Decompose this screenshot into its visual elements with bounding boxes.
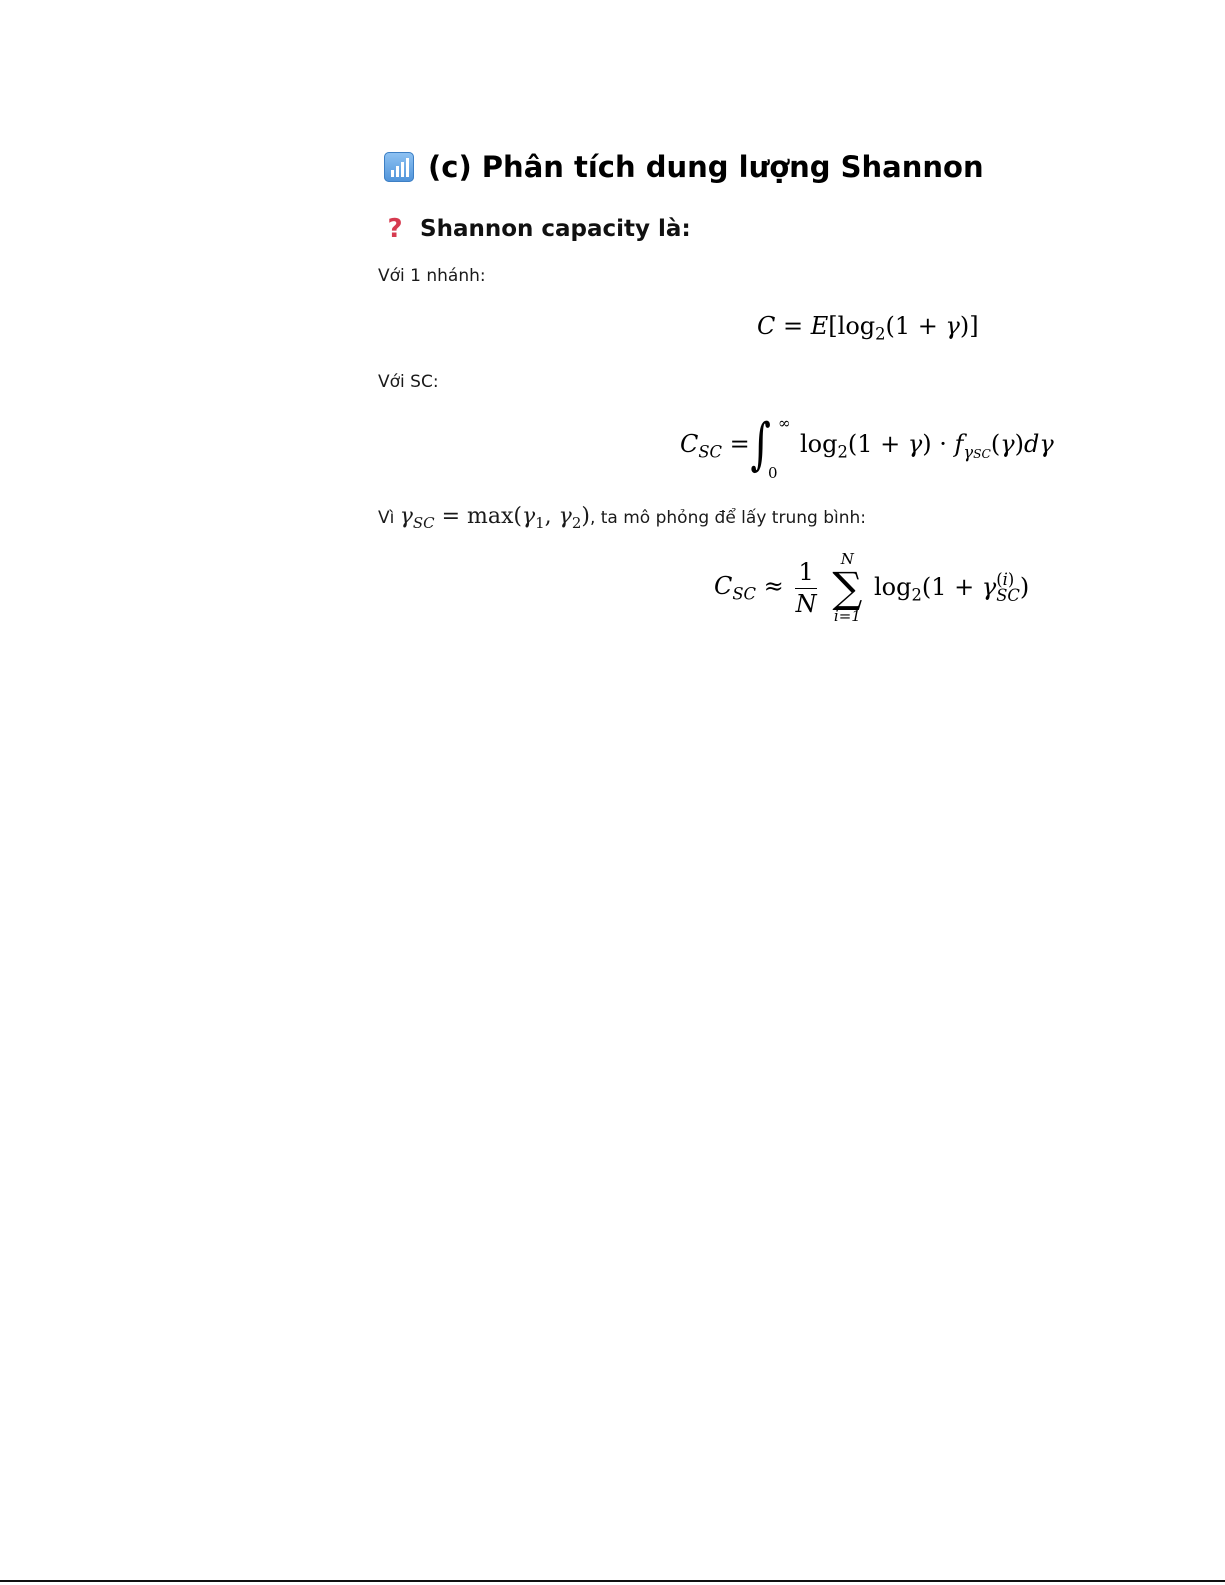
equation-sc-capacity-simulation: $C_{SC}$ ≈ $\frac{1}{N}$ N ∑ i=1 $\log_2(1 + \gamma$ (i) SC )	[714, 550, 1030, 625]
bar-chart-icon	[384, 152, 414, 182]
paragraph-sc: Với SC:	[378, 372, 439, 392]
section-title: (c) Phân tích dung lượng Shannon	[428, 150, 984, 184]
section-heading	[384, 150, 984, 184]
question-mark-icon: ?	[387, 214, 403, 244]
question-heading	[384, 214, 691, 244]
page-bottom-rule	[0, 1580, 1225, 1582]
paragraph-vi-prefix: Vì	[378, 508, 395, 528]
equation-sc-capacity-integral: $C_{SC}$ = ∫ ∞ 0 $\log_2(1 + \gamma) \cdot f_{\gamma SC}(\gamma)d\gamma$	[680, 412, 1054, 482]
paragraph-vi-suffix: , ta mô phỏng để lấy trung bình:	[589, 508, 866, 528]
paragraph-single-branch: Với 1 nhánh:	[378, 266, 486, 286]
inline-equation-gamma-sc-max: $\gamma_{SC} = \max(\gamma_1$, $\gamma_2$)	[399, 504, 590, 533]
paragraph-vi	[378, 504, 866, 532]
equation-single-branch-capacity: $C = E[\log_2(1 + \gamma)]$	[757, 312, 979, 344]
question-heading-text: Shannon capacity là:	[420, 216, 691, 242]
